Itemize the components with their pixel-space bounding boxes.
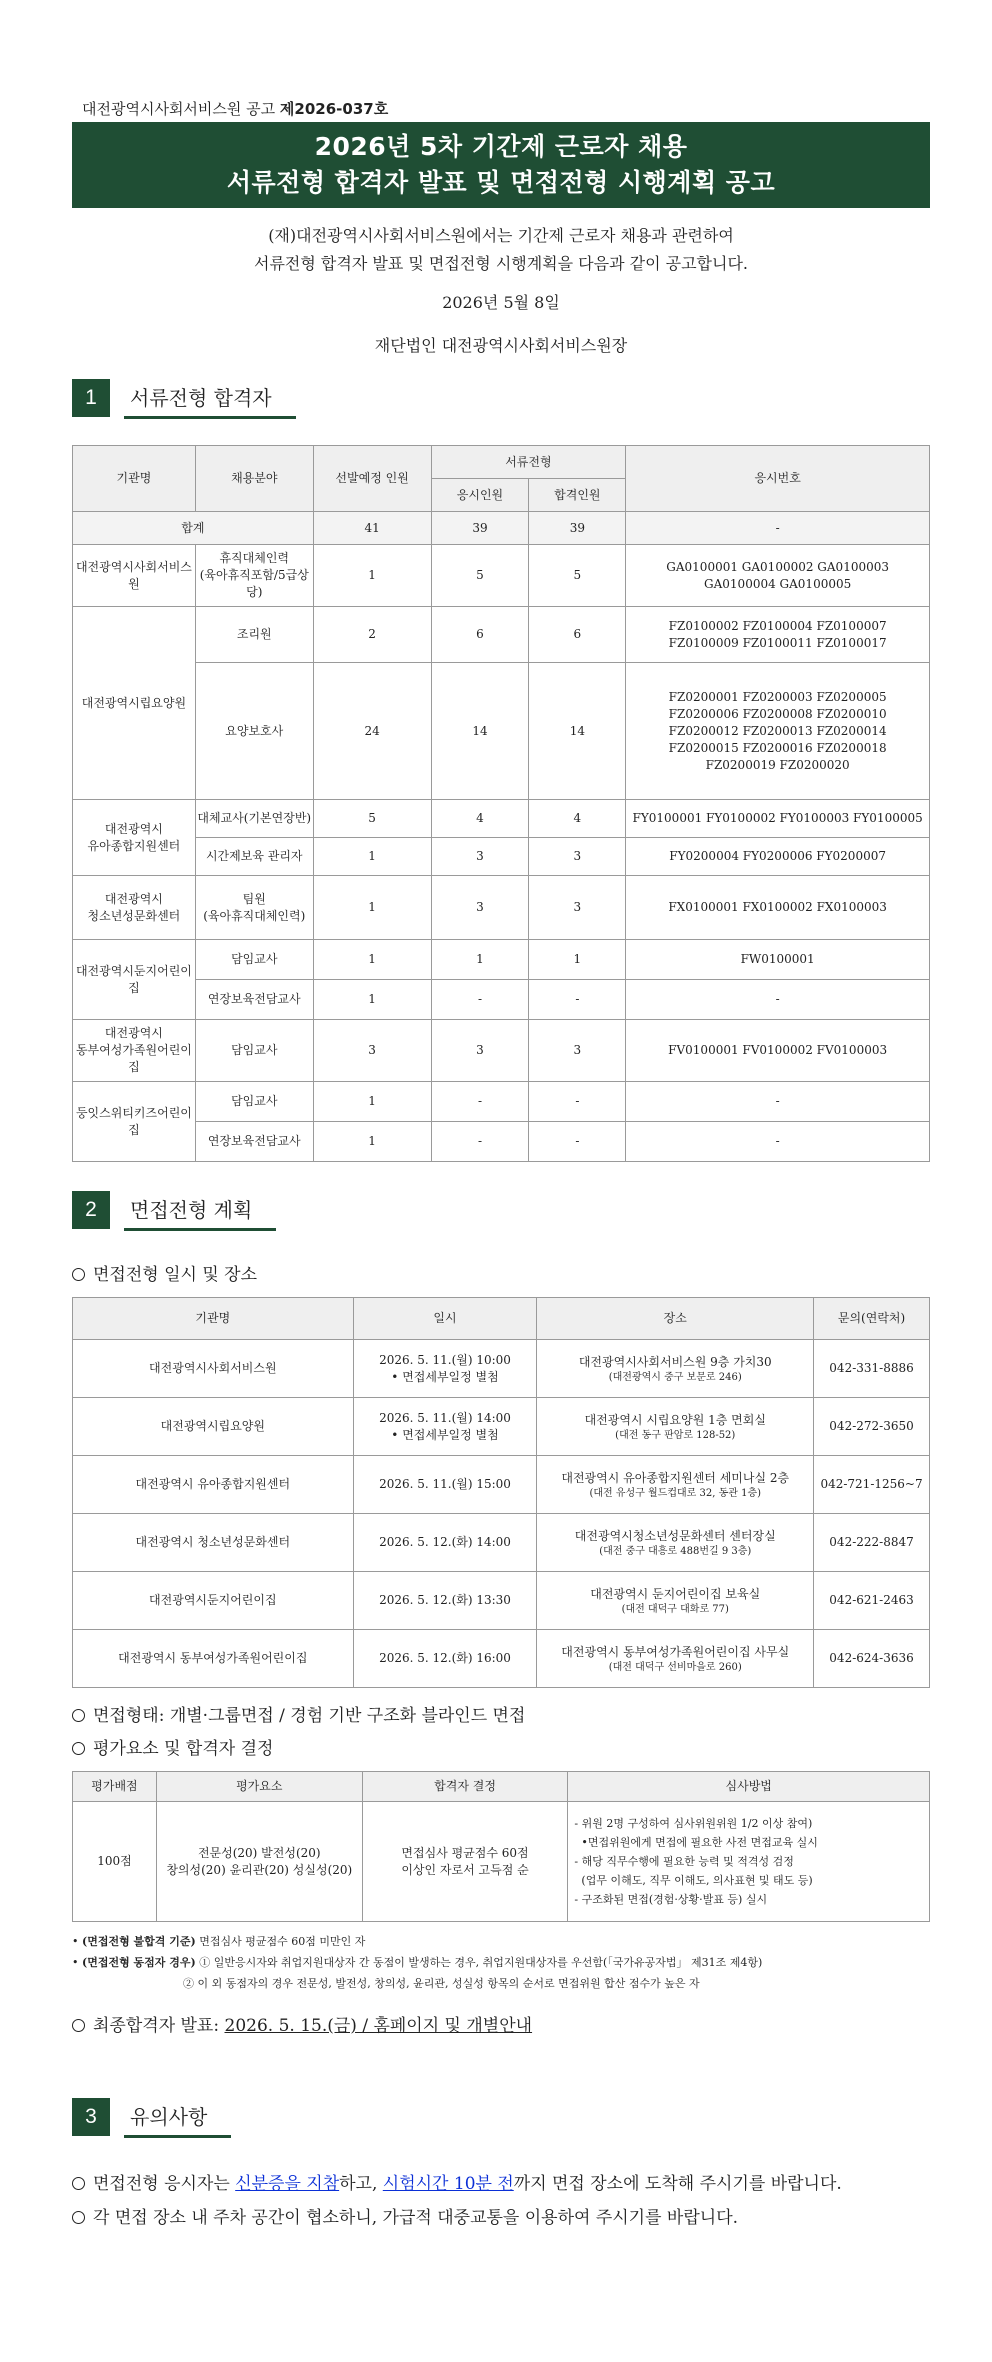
caution-text: 각 면접 장소 내 주차 공간이 협소하니, 가급적 대중교통을 이용하여 주시기를 바랍니다. <box>93 2208 739 2228</box>
final-label: 최종합격자 발표: <box>93 2016 225 2036</box>
notice-date: 2026년 5월 8일 <box>442 293 560 312</box>
passed-cell: 3 <box>529 1020 626 1082</box>
applicants-cell: - <box>431 980 529 1020</box>
place-address: (대전 중구 대흥로 488번길 9 3층) <box>599 1545 752 1557</box>
table-row <box>73 800 930 838</box>
passed-cell: 1 <box>529 940 626 980</box>
planned-cell: 2 <box>313 607 431 663</box>
passed-cell: 5 <box>529 545 626 607</box>
place-cell <box>537 1340 814 1398</box>
issuing-org: 재단법인 대전광역시사회서비스원장 <box>374 336 628 355</box>
col-doc-screening: 서류전형 <box>431 446 626 479</box>
datetime-cell: 2026. 5. 11.(월) 14:00 • 면접세부일정 별첨 <box>353 1398 537 1456</box>
title-line1: 2026년 5차 기간제 근로자 채용 <box>314 132 688 161</box>
title-line2: 서류전형 합격자 발표 및 면접전형 시행계획 공고 <box>226 168 776 197</box>
field-cell: 시간제보육 관리자 <box>195 838 313 876</box>
place-address: (대전 대덕구 선비마을로 260) <box>608 1661 742 1673</box>
planned-cell: 3 <box>313 1020 431 1082</box>
place-address: (대전광역시 중구 보문로 246) <box>608 1371 742 1383</box>
section2-title: 면접전형 계획 <box>124 1196 276 1231</box>
applicants-cell: 3 <box>431 1020 529 1082</box>
planned-cell: 1 <box>313 980 431 1020</box>
applicants-cell: 6 <box>431 607 529 663</box>
intro-line2: 서류전형 합격자 발표 및 면접전형 시행계획을 다음과 같이 공고합니다. <box>254 254 748 273</box>
caution-emphasis: 신분증을 지참 <box>235 2174 340 2194</box>
col-datetime: 일시 <box>353 1298 537 1340</box>
datetime-cell: 2026. 5. 12.(화) 14:00 <box>353 1514 537 1572</box>
field-cell: 휴직대체인력 (육아휴직포함/5급상당) <box>195 545 313 607</box>
table-row <box>73 1082 930 1122</box>
numbers-cell: FY0200004 FY0200006 FY0200007 <box>626 838 930 876</box>
note-label: (면접전형 불합격 기준) <box>82 1935 196 1948</box>
table-row <box>73 940 930 980</box>
table-row <box>73 1398 930 1456</box>
schedule-heading <box>72 1260 257 1285</box>
hollow-circle-icon <box>72 2177 85 2190</box>
table-row <box>73 1456 930 1514</box>
planned-cell: 1 <box>313 1082 431 1122</box>
passed-cell: 14 <box>529 663 626 800</box>
agency-cell: 대전광역시 청소년성문화센터 <box>73 1514 354 1572</box>
planned-cell: 1 <box>313 545 431 607</box>
planned-cell: 5 <box>313 800 431 838</box>
applicants-cell: - <box>431 1122 529 1162</box>
total-row <box>73 512 930 545</box>
section1-number: 1 <box>72 379 110 417</box>
section2-heading <box>72 1190 276 1230</box>
total-passed: 39 <box>529 512 626 545</box>
section2-number: 2 <box>72 1191 110 1229</box>
field-cell: 담임교사 <box>195 1020 313 1082</box>
place-address: (대전 유성구 월드컵대로 32, 동관 1층) <box>589 1487 762 1499</box>
caution-text: 하고, <box>339 2174 383 2194</box>
field-cell: 연장보육전담교사 <box>195 980 313 1020</box>
planned-cell: 1 <box>313 838 431 876</box>
col-numbers: 응시번호 <box>626 446 930 512</box>
numbers-cell: FW0100001 <box>626 940 930 980</box>
table-row <box>73 1020 930 1082</box>
field-cell: 팀원 (육아휴직대체인력) <box>195 876 313 940</box>
table-row <box>73 1630 930 1688</box>
note-text: 면접심사 평균점수 60점 미만인 자 <box>195 1935 366 1948</box>
passed-cell: - <box>529 1122 626 1162</box>
field-cell: 대체교사(기본연장반) <box>195 800 313 838</box>
place-cell <box>537 1630 814 1688</box>
place-name: 대전광역시 둔지어린이집 보육실 <box>590 1586 761 1601</box>
numbers-cell: FZ0200001 FZ0200003 FZ0200005 FZ0200006 FZ0200008 FZ0200010 FZ0200012 FZ0200013 FZ0200014 FZ0200015 FZ0200016 FZ0200018 FZ0200019 FZ0200020 <box>626 663 930 800</box>
place-cell <box>537 1456 814 1514</box>
col-agency: 기관명 <box>73 446 196 512</box>
eval-notes <box>72 1931 930 1994</box>
planned-cell: 1 <box>313 940 431 980</box>
agency-cell: 대전광역시립요양원 <box>73 1398 354 1456</box>
interview-schedule-table <box>72 1297 930 1688</box>
passed-cell: 6 <box>529 607 626 663</box>
table-row <box>73 545 930 607</box>
field-cell: 요양보호사 <box>195 663 313 800</box>
numbers-cell: FX0100001 FX0100002 FX0100003 <box>626 876 930 940</box>
contact-cell: 042-624-3636 <box>814 1630 930 1688</box>
col-field: 채용분야 <box>195 446 313 512</box>
section1-heading <box>72 378 296 418</box>
eval-heading-text: 평가요소 및 합격자 결정 <box>93 1739 274 1759</box>
contact-cell: 042-621-2463 <box>814 1572 930 1630</box>
planned-cell: 24 <box>313 663 431 800</box>
caution-emphasis: 시험시간 10분 전 <box>382 2174 514 2194</box>
datetime-cell: 2026. 5. 12.(화) 16:00 <box>353 1630 537 1688</box>
place-address: (대전 대덕구 대화로 77) <box>621 1603 729 1615</box>
hollow-circle-icon <box>72 1268 85 1281</box>
evaluation-table <box>72 1771 930 1922</box>
passed-cell: 4 <box>529 800 626 838</box>
table-row <box>73 876 930 940</box>
table-row <box>73 838 930 876</box>
elements-cell: 전문성(20) 발전성(20) 창의성(20) 윤리관(20) 성실성(20) <box>156 1802 362 1922</box>
col-contact: 문의(연락처) <box>814 1298 930 1340</box>
interview-type <box>72 1701 525 1726</box>
table-row <box>73 607 930 663</box>
caution-2 <box>72 2203 738 2228</box>
applicants-cell: 3 <box>431 876 529 940</box>
numbers-cell: - <box>626 1082 930 1122</box>
caution-1 <box>72 2169 842 2194</box>
hollow-circle-icon <box>72 1709 85 1722</box>
intro-text <box>72 222 930 278</box>
contact-cell: 042-721-1256~7 <box>814 1456 930 1514</box>
col-elements: 평가요소 <box>156 1772 362 1802</box>
contact-cell: 042-331-8886 <box>814 1340 930 1398</box>
numbers-cell: FV0100001 FV0100002 FV0100003 <box>626 1020 930 1082</box>
numbers-cell: - <box>626 980 930 1020</box>
section3-number: 3 <box>72 2098 110 2136</box>
total-numbers: - <box>626 512 930 545</box>
agency-cell: 대전광역시사회서비스원 <box>73 545 196 607</box>
total-label: 합계 <box>73 512 314 545</box>
field-cell: 담임교사 <box>195 940 313 980</box>
title-banner <box>72 122 930 208</box>
col-passed: 합격인원 <box>529 479 626 512</box>
note-text: ① 일반응시자와 취업지원대상자 간 동점이 발생하는 경우, 취업지원대상자를 우선함(「국가유공자법」 제31조 제4항) <box>195 1956 763 1969</box>
passed-cell: - <box>529 980 626 1020</box>
agency-cell: 대전광역시 동부여성가족원어린이집 <box>73 1020 196 1082</box>
schedule-heading-text: 면접전형 일시 및 장소 <box>93 1265 258 1285</box>
hollow-circle-icon <box>72 1742 85 1755</box>
agency-cell: 대전광역시 유아종합지원센터 <box>73 800 196 876</box>
agency-cell: 둥잇스위티키즈어린이집 <box>73 1082 196 1162</box>
applicants-cell: 4 <box>431 800 529 838</box>
field-cell: 담임교사 <box>195 1082 313 1122</box>
method-cell: - 위원 2명 구성하여 심사위원위원 1/2 이상 참여) •면접위원에게 면접에 필요한 사전 면접교육 실시 - 해당 직무수행에 필요한 능력 및 적격성 검정 (업무 이해도, 직무 이해도, 의사표현 및 태도 등) - 구조화된 면접(경험·상황·발표 등) 실시 <box>568 1802 930 1922</box>
section3-title: 유의사항 <box>124 2103 231 2138</box>
datetime-cell: 2026. 5. 11.(월) 10:00 • 면접세부일정 별첨 <box>353 1340 537 1398</box>
applicants-cell: 3 <box>431 838 529 876</box>
intro-line1: (재)대전광역시사회서비스원에서는 기간제 근로자 채용과 관련하여 <box>268 226 734 245</box>
place-name: 대전광역시 동부여성가족원어린이집 사무실 <box>561 1644 790 1659</box>
planned-cell: 1 <box>313 1122 431 1162</box>
section3-heading <box>72 2097 231 2137</box>
agency-cell: 대전광역시 유아종합지원센터 <box>73 1456 354 1514</box>
contact-cell: 042-222-8847 <box>814 1514 930 1572</box>
place-name: 대전광역시 유아종합지원센터 세미나실 2층 <box>561 1470 790 1485</box>
col-applicants: 응시인원 <box>431 479 529 512</box>
notice-code: 제2026-037호 <box>279 100 389 118</box>
applicants-cell: - <box>431 1082 529 1122</box>
notice-prefix: 대전광역시사회서비스원 공고 <box>82 100 280 118</box>
table-row <box>73 663 930 800</box>
col-planned: 선발예정 인원 <box>313 446 431 512</box>
agency-cell: 대전광역시 동부여성가족원어린이집 <box>73 1630 354 1688</box>
note-fail-criteria: • (면접전형 불합격 기준) 면접심사 평균점수 60점 미만인 자 <box>72 1935 366 1948</box>
place-cell <box>537 1514 814 1572</box>
caution-text: 까지 면접 장소에 도착해 주시기를 바랍니다. <box>513 2174 842 2194</box>
place-name: 대전광역시청소년성문화센터 센터장실 <box>574 1528 776 1543</box>
place-name: 대전광역시 시립요양원 1층 면회실 <box>584 1412 766 1427</box>
passed-cell: - <box>529 1082 626 1122</box>
contact-cell: 042-272-3650 <box>814 1398 930 1456</box>
decision-cell: 면접심사 평균점수 60점 이상인 자로서 고득점 순 <box>362 1802 568 1922</box>
datetime-cell: 2026. 5. 11.(월) 15:00 <box>353 1456 537 1514</box>
place-cell <box>537 1398 814 1456</box>
datetime-cell: 2026. 5. 12.(화) 13:30 <box>353 1572 537 1630</box>
place-address: (대전 동구 판암로 128-52) <box>615 1429 736 1441</box>
agency-cell: 대전광역시립요양원 <box>73 607 196 800</box>
passed-cell: 3 <box>529 838 626 876</box>
document-pass-table <box>72 445 930 1162</box>
agency-cell: 대전광역시둔지어린이집 <box>73 940 196 1020</box>
note-label: (면접전형 동점자 경우) <box>82 1956 196 1969</box>
note-tie-criteria-2: ② 이 외 동점자의 경우 전문성, 발전성, 창의성, 윤리관, 성실성 항목의 순서로 면접위원 합산 점수가 높은 자 <box>183 1977 700 1990</box>
final-value: 2026. 5. 15.(금) / 홈페이지 및 개별안내 <box>224 2016 533 2036</box>
score-cell: 100점 <box>73 1802 157 1922</box>
interview-type-text: 면접형태: 개별·그룹면접 / 경험 기반 구조화 블라인드 면접 <box>93 1706 526 1726</box>
field-cell: 연장보육전담교사 <box>195 1122 313 1162</box>
table-row <box>73 1572 930 1630</box>
applicants-cell: 14 <box>431 663 529 800</box>
place-name: 대전광역시사회서비스원 9층 가치30 <box>578 1354 772 1369</box>
final-announcement <box>72 2011 532 2036</box>
place-cell <box>537 1572 814 1630</box>
eval-heading <box>72 1734 273 1759</box>
table-row <box>73 980 930 1020</box>
notice-number <box>82 98 388 119</box>
col-method: 심사방법 <box>568 1772 930 1802</box>
hollow-circle-icon <box>72 2211 85 2224</box>
hollow-circle-icon <box>72 2019 85 2032</box>
col-agency: 기관명 <box>73 1298 354 1340</box>
table-row <box>73 1122 930 1162</box>
numbers-cell: - <box>626 1122 930 1162</box>
col-decision: 합격자 결정 <box>362 1772 568 1802</box>
note-tie-criteria: • (면접전형 동점자 경우) ① 일반응시자와 취업지원대상자 간 동점이 발생하는 경우, 취업지원대상자를 우선함(「국가유공자법」 제31조 제4항) <box>72 1956 763 1969</box>
table-row <box>73 1340 930 1398</box>
applicants-cell: 1 <box>431 940 529 980</box>
col-place: 장소 <box>537 1298 814 1340</box>
section1-title: 서류전형 합격자 <box>124 384 296 419</box>
total-planned: 41 <box>313 512 431 545</box>
col-score: 평가배점 <box>73 1772 157 1802</box>
planned-cell: 1 <box>313 876 431 940</box>
numbers-cell: FZ0100002 FZ0100004 FZ0100007 FZ0100009 FZ0100011 FZ0100017 <box>626 607 930 663</box>
applicants-cell: 5 <box>431 545 529 607</box>
agency-cell: 대전광역시둔지어린이집 <box>73 1572 354 1630</box>
numbers-cell: GA0100001 GA0100002 GA0100003 GA0100004 GA0100005 <box>626 545 930 607</box>
agency-cell: 대전광역시 청소년성문화센터 <box>73 876 196 940</box>
agency-cell: 대전광역시사회서비스원 <box>73 1340 354 1398</box>
numbers-cell: FY0100001 FY0100002 FY0100003 FY0100005 <box>626 800 930 838</box>
total-applicants: 39 <box>431 512 529 545</box>
table-row <box>73 1514 930 1572</box>
caution-text: 면접전형 응시자는 <box>93 2174 236 2194</box>
passed-cell: 3 <box>529 876 626 940</box>
field-cell: 조리원 <box>195 607 313 663</box>
table-row <box>73 1802 930 1922</box>
